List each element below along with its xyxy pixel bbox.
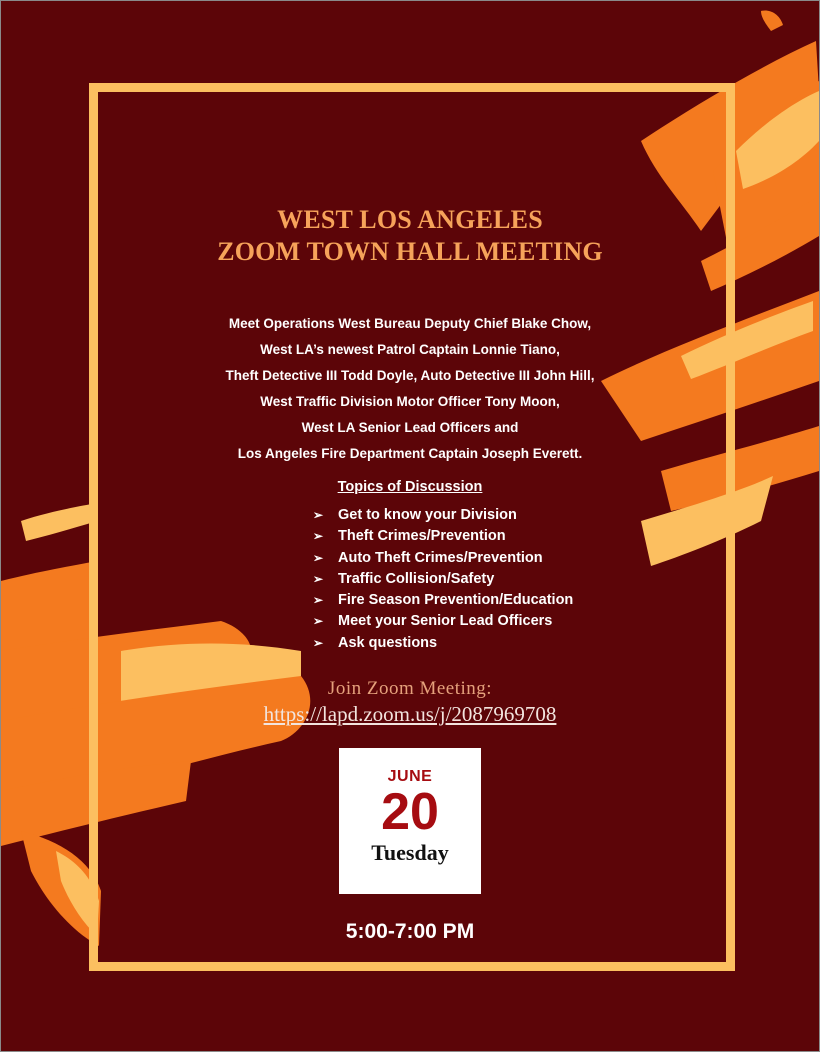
intro-line: Los Angeles Fire Department Captain Joseph Everett. <box>237 446 583 461</box>
calendar-month: JUNE <box>387 768 433 785</box>
arrow-bullet-icon: ➢ <box>313 508 324 522</box>
topic-label: Fire Season Prevention/Education <box>338 592 574 609</box>
list-item <box>313 590 693 611</box>
topic-label: Ask questions <box>338 634 438 651</box>
topic-label: Auto Theft Crimes/Prevention <box>338 549 543 566</box>
arrow-bullet-icon: ➢ <box>313 635 324 650</box>
speaker-intro <box>101 311 719 467</box>
intro-line: West Traffic Division Motor Officer Tony Moon, <box>260 394 560 409</box>
topics-heading: Topics of Discussion <box>337 479 483 495</box>
intro-line: West LA’s newest Patrol Captain Lonnie Tiano, <box>260 342 560 357</box>
arrow-bullet-icon: ➢ <box>313 614 324 629</box>
title-line-1: WEST LOS ANGELES <box>277 205 543 234</box>
arrow-bullet-icon: ➢ <box>313 529 324 544</box>
zoom-meeting-link[interactable]: https://lapd.zoom.us/j/2087969708 <box>263 702 557 726</box>
topics-list <box>313 505 693 654</box>
topic-label: Theft Crimes/Prevention <box>338 528 506 545</box>
paint-stroke <box>761 11 783 31</box>
list-item <box>313 505 693 526</box>
calendar-date-card <box>339 748 481 894</box>
list-item <box>313 526 693 547</box>
join-zoom-label: Join Zoom Meeting: <box>327 678 493 699</box>
intro-line: Theft Detective III Todd Doyle, Auto Detective III John Hill, <box>225 368 595 383</box>
list-item <box>313 611 693 632</box>
calendar-day: 20 <box>381 783 439 841</box>
topic-label: Traffic Collision/Safety <box>338 570 495 587</box>
arrow-bullet-icon: ➢ <box>313 550 324 565</box>
paint-stroke <box>21 503 97 541</box>
list-item <box>313 633 693 654</box>
calendar-weekday: Tuesday <box>371 840 449 865</box>
topic-label: Get to know your Division <box>338 507 517 523</box>
meeting-time: 5:00-7:00 PM <box>345 920 475 943</box>
intro-line: West LA Senior Lead Officers and <box>301 420 519 435</box>
topic-label: Meet your Senior Lead Officers <box>338 613 553 630</box>
list-item <box>313 569 693 590</box>
arrow-bullet-icon: ➢ <box>313 571 324 586</box>
title-line-2: ZOOM TOWN HALL MEETING <box>217 237 603 266</box>
arrow-bullet-icon: ➢ <box>313 593 324 608</box>
list-item <box>313 548 693 569</box>
intro-line: Meet Operations West Bureau Deputy Chief Blake Chow, <box>228 316 592 331</box>
